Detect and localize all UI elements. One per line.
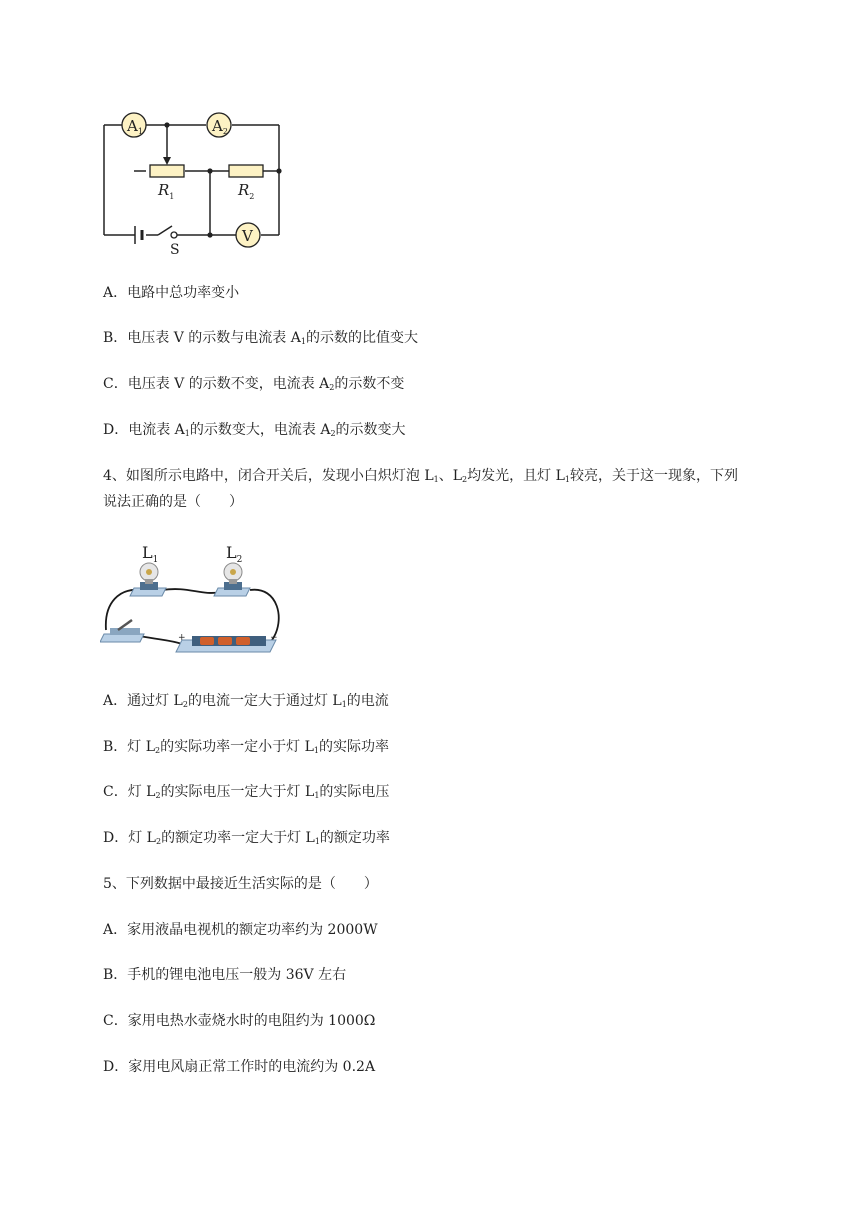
battery-plus-label: +: [178, 633, 186, 643]
q4-option-d: D．灯 $L_2$的额定功率一定大于灯 $L_1$的额定功率: [103, 830, 390, 846]
lamp-l2-label: $L_2$: [226, 543, 243, 565]
battery-minus-label: −: [270, 633, 278, 643]
q5-option-d: D．家用电风扇正常工作时的电流约为 0.2A: [103, 1059, 376, 1075]
resistor-r1-label: $R_1$: [158, 181, 175, 201]
resistor-r2-label: $R_2$: [238, 181, 255, 201]
q4-stem-line2: 说法正确的是（ ）: [103, 494, 243, 510]
ammeter-a2-label: $A_2$: [212, 117, 228, 136]
q3-option-d: D．电流表 $A_1$的示数变大，电流表 $A_2$的示数变大: [103, 422, 406, 438]
lamp-l1-label: $L_1$: [142, 543, 159, 565]
q4-option-c: C．灯 $L_2$的实际电压一定大于灯 $L_1$的实际电压: [103, 784, 390, 800]
q5-option-a: A．家用液晶电视机的额定功率约为 2000W: [103, 922, 378, 938]
q4-stem-line1: 4、如图所示电路中，闭合开关后，发现小白炽灯泡 $L_1$、$L_2$均发光，且灯 $L_1$较亮，关于这一现象，下列: [103, 468, 738, 484]
circuit-diagram-1: [96, 105, 296, 255]
ammeter-a1-label: $A_1$: [127, 117, 143, 136]
voltmeter-label: V: [242, 227, 253, 245]
q4-option-b: B．灯 $L_2$的实际功率一定小于灯 $L_1$的实际功率: [103, 739, 389, 755]
switch-s-label: S: [170, 242, 180, 255]
q5-option-c: C．家用电热水壶烧水时的电阻约为 1000Ω: [103, 1013, 376, 1029]
q3-option-c: C．电压表 V 的示数不变，电流表 $A_2$的示数不变: [103, 376, 405, 392]
q3-option-a: A．电路中总功率变小: [103, 285, 240, 301]
q3-option-b: B．电压表 V 的示数与电流表 $A_1$的示数的比值变大: [103, 330, 418, 346]
circuit-photo-2: [100, 540, 290, 662]
q5-stem: 5、下列数据中最接近生活实际的是（ ）: [103, 876, 378, 892]
q4-option-a: A．通过灯 $L_2$的电流一定大于通过灯 $L_1$的电流: [103, 693, 389, 709]
q5-option-b: B．手机的锂电池电压一般为 36V 左右: [103, 967, 347, 983]
